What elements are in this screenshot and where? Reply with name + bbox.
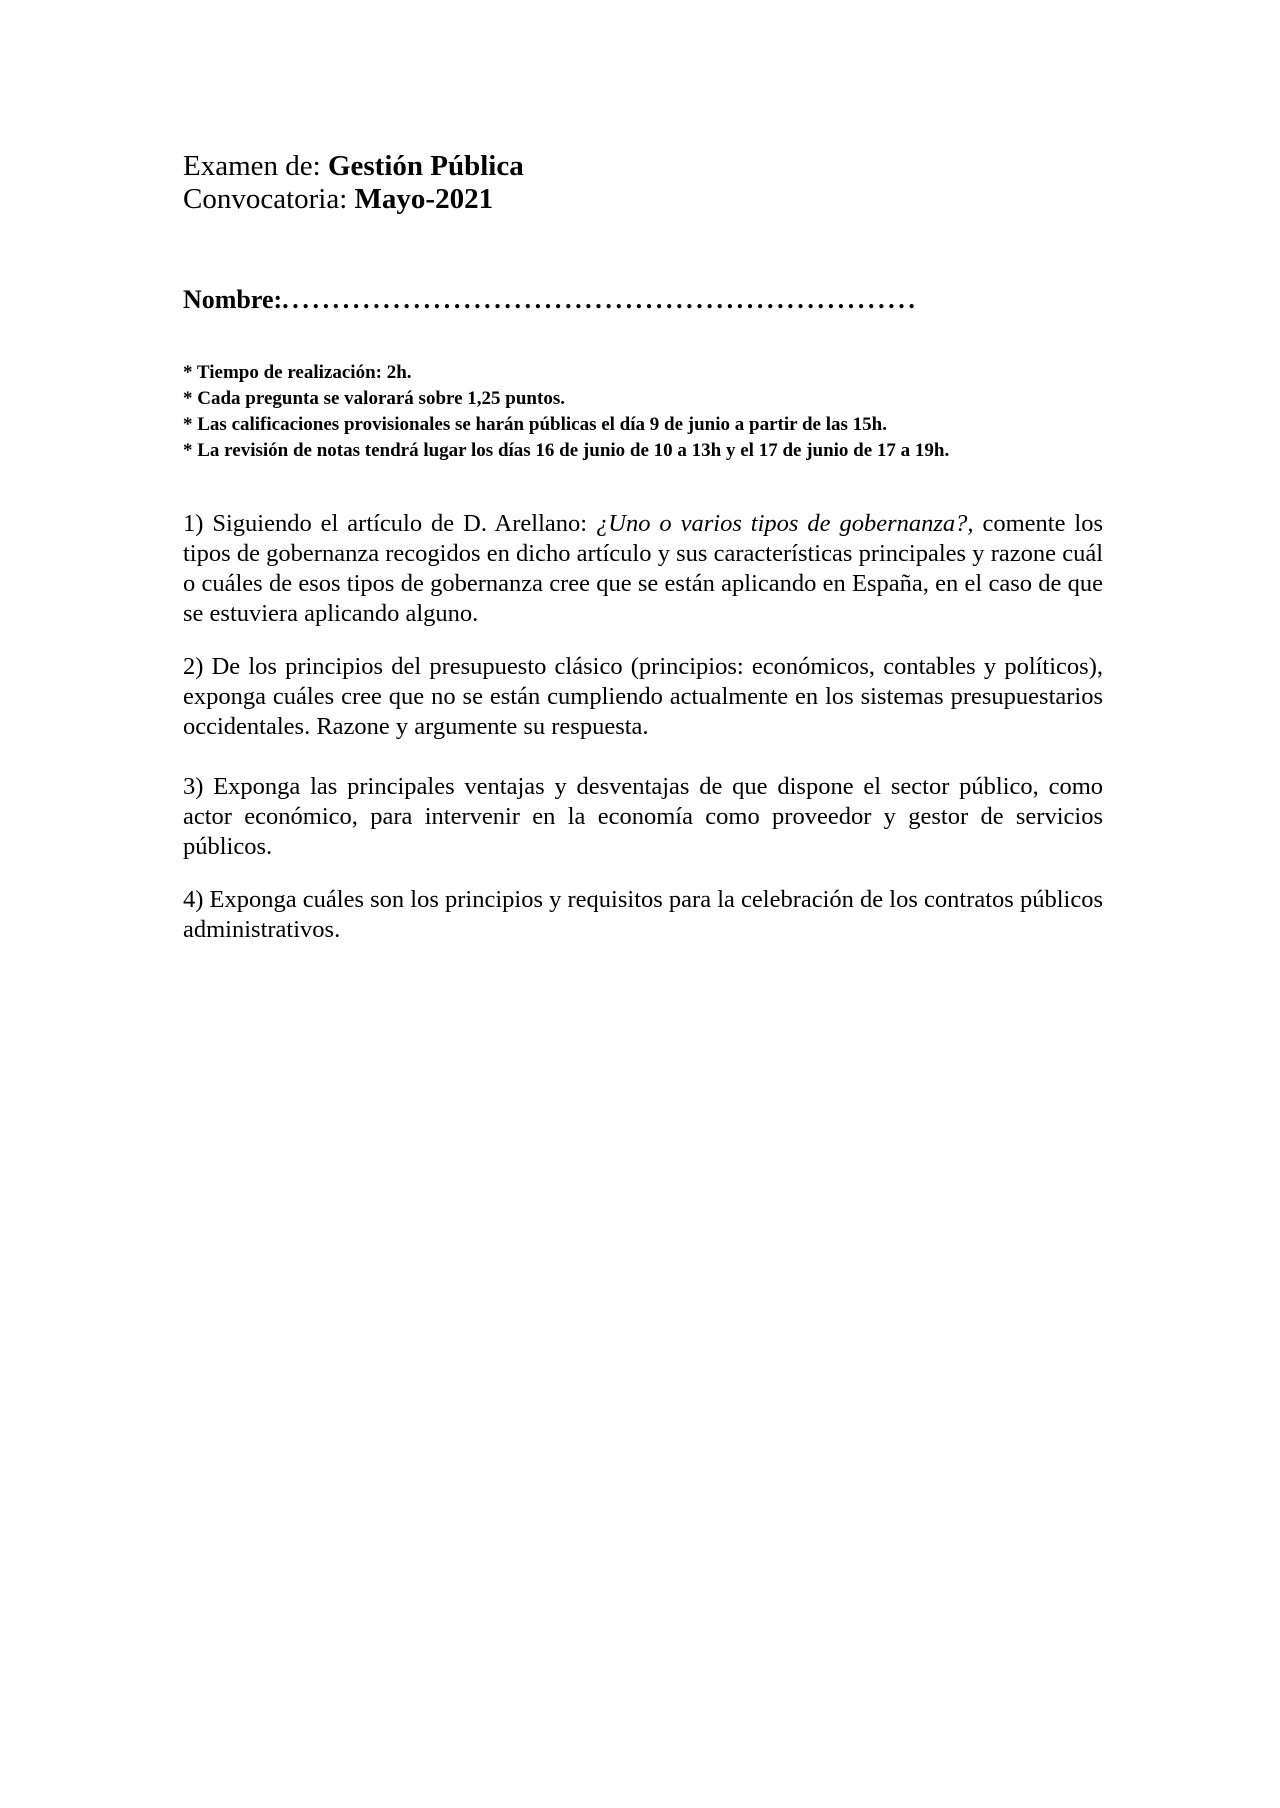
name-label: Nombre:: [183, 285, 283, 314]
exam-label: Examen de:: [183, 150, 328, 182]
session-value: Mayo-2021: [354, 183, 494, 215]
exam-content: [183, 150, 1103, 945]
question-2: 2) De los principios del presupuesto clásico (principios: económicos, contables y políticos), exponga cuáles cree que no se están cumpliendo actualmente en los sistemas presupuestarios occidentales. Razone y argumente su respuesta.: [183, 653, 1103, 740]
name-field: [183, 285, 1103, 315]
question-3: 3) Exponga las principales ventajas y desventajas de que dispone el sector público, como actor económico, para intervenir en la economía como proveedor y gestor de servicios públicos.: [183, 773, 1103, 860]
session-label: Convocatoria:: [183, 183, 355, 215]
note-scoring: * Cada pregunta se valorará sobre 1,25 puntos.: [183, 388, 565, 409]
exam-subject: Gestión Pública: [327, 150, 524, 182]
note-review: * La revisión de notas tendrá lugar los días 16 de junio de 10 a 13h y el 17 de junio de 17 a 19h.: [183, 440, 950, 461]
note-time: * Tiempo de realización: 2h.: [183, 362, 412, 383]
question-4: 4) Exponga cuáles son los principios y requisitos para la celebración de los contratos públicos administrativos.: [183, 886, 1103, 943]
question-list: [183, 509, 1103, 945]
name-dots: ...............................................................: [282, 285, 919, 314]
note-grades: * Las calificaciones provisionales se harán públicas el día 9 de junio a partir de las 15h.: [183, 414, 887, 435]
question-1-article-title: ¿Uno o varios tipos de gobernanza?,: [596, 510, 974, 537]
question-1-body: comente los tipos de gobernanza recogidos en dicho artículo y sus características principales y razone cuál o cuáles de esos tipos de gobernanza cree que se están aplicando en España, en el caso de que se estuviera aplicando alguno.: [183, 510, 1103, 627]
exam-title-line: [183, 150, 1103, 183]
exam-notes: [183, 360, 1103, 464]
exam-session-line: [183, 183, 1103, 216]
question-1-intro: 1) Siguiendo el artículo de D. Arellano:: [183, 510, 597, 537]
question-1: [183, 509, 1103, 629]
